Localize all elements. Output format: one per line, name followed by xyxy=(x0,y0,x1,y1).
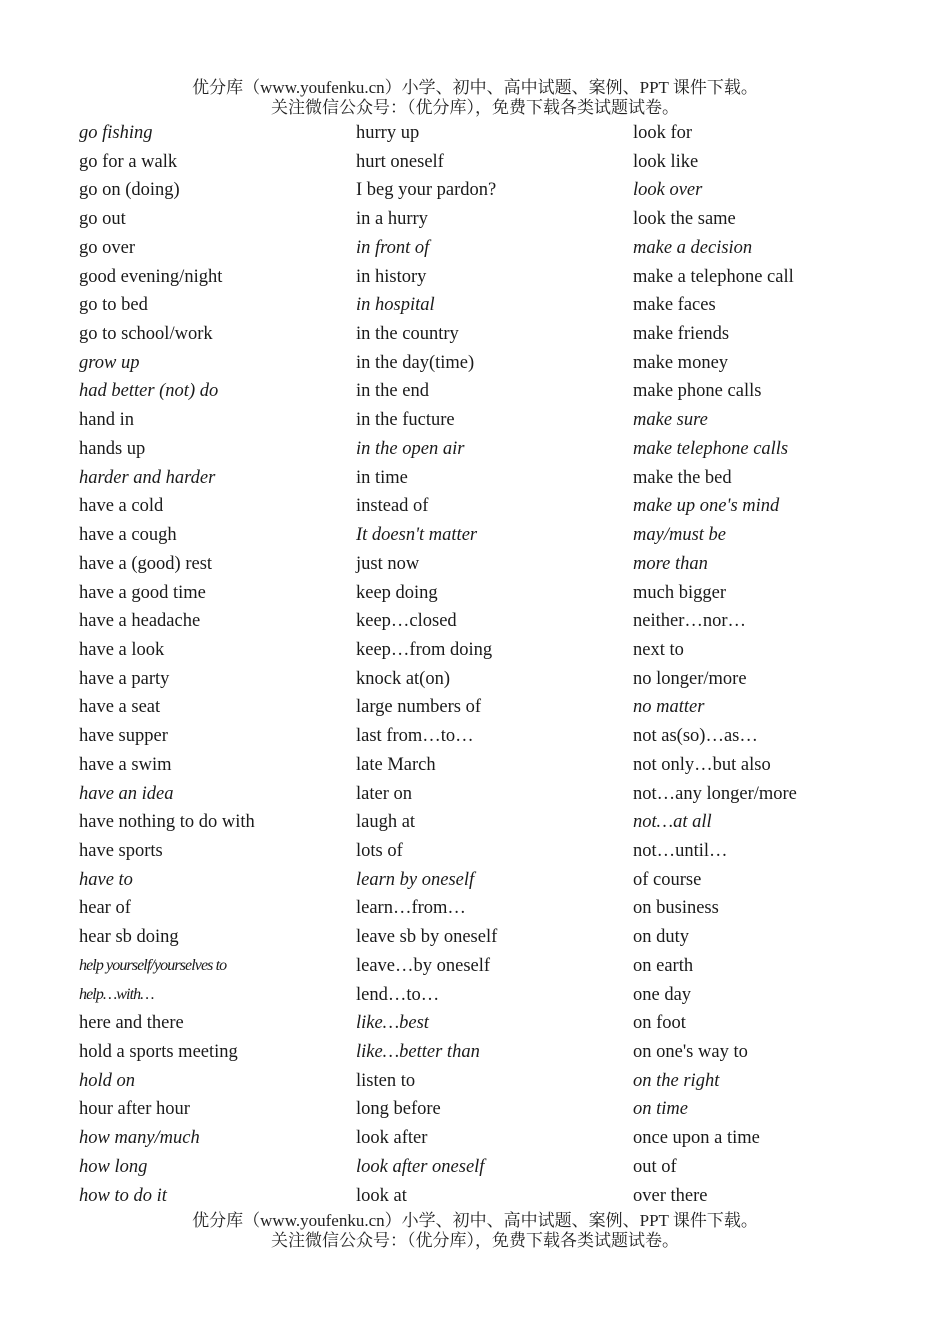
phrase-item: help yourself/yourselves to xyxy=(79,956,227,974)
phrase-item: look the same xyxy=(633,209,736,230)
phrase-item: hand in xyxy=(79,410,134,431)
phrase-item: make phone calls xyxy=(633,381,762,402)
phrase-item: have a good time xyxy=(79,582,206,603)
phrase-item: have a cough xyxy=(79,525,177,546)
phrase-item: in the fucture xyxy=(356,410,455,431)
phrase-item: here and there xyxy=(79,1013,184,1034)
phrase-item: keep…closed xyxy=(356,611,457,632)
phrase-item: like…best xyxy=(356,1013,429,1034)
phrase-item: not as(so)…as… xyxy=(633,726,758,747)
phrase-item: not only…but also xyxy=(633,754,771,775)
phrase-item: on one's way to xyxy=(633,1042,748,1062)
phrase-item: have supper xyxy=(79,726,168,747)
phrase-item: have a look xyxy=(79,639,165,660)
phrase-item: go fishing xyxy=(79,123,153,143)
phrase-item: look at xyxy=(356,1185,407,1206)
phrase-item: how to do it xyxy=(79,1185,167,1206)
phrase-item: listen to xyxy=(356,1070,416,1091)
phrase-item: in the day(time) xyxy=(356,352,475,373)
phrase-item: no matter xyxy=(633,697,705,718)
phrase-item: lend…to… xyxy=(356,984,440,1005)
phrase-item: may/must be xyxy=(633,525,726,546)
phrase-item: make money xyxy=(633,352,729,373)
phrase-item: in history xyxy=(356,266,427,287)
phrase-item: look like xyxy=(633,151,699,172)
phrase-item: make friends xyxy=(633,324,730,345)
phrase-item: in front of xyxy=(356,237,430,258)
footer-line-1: 优分库（www.youfenku.cn）小学、初中、高中试题、案例、PPT 课件下载。 xyxy=(192,1211,758,1230)
phrase-item: in the open air xyxy=(356,438,465,459)
phrase-item: go over xyxy=(79,237,135,258)
phrase-item: knock at(on) xyxy=(356,668,451,689)
header-line-1: 优分库（www.youfenku.cn）小学、初中、高中试题、案例、PPT 课件下载。 xyxy=(192,78,758,97)
phrase-item: make up one's mind xyxy=(633,496,780,517)
phrase-item: go to bed xyxy=(79,295,148,316)
phrase-item: have a cold xyxy=(79,496,164,517)
phrase-item: had better (not) do xyxy=(79,381,219,402)
phrase-item: how long xyxy=(79,1156,148,1177)
phrase-item: learn by oneself xyxy=(356,869,475,890)
phrase-item: look for xyxy=(633,123,693,143)
phrase-item: on the right xyxy=(633,1070,720,1091)
phrase-item: later on xyxy=(356,783,412,804)
phrase-item: neither…nor… xyxy=(633,611,747,632)
phrase-item: It doesn't matter xyxy=(356,525,478,546)
phrase-item: have an idea xyxy=(79,783,174,804)
phrase-item: go to school/work xyxy=(79,324,213,345)
phrase-item: like…better than xyxy=(356,1042,480,1062)
phrase-item: go on (doing) xyxy=(79,180,180,201)
phrase-item: have a (good) rest xyxy=(79,553,213,574)
phrase-item: good evening/night xyxy=(79,266,223,287)
phrase-item: lots of xyxy=(356,840,403,861)
phrase-item: out of xyxy=(633,1156,677,1177)
phrase-column-1 xyxy=(79,119,349,1210)
phrase-item: just now xyxy=(356,553,420,574)
phrase-item: not…until… xyxy=(633,840,728,861)
phrase-item: how many/much xyxy=(79,1128,200,1149)
phrase-item: make a telephone call xyxy=(633,266,794,287)
phrase-item: hear sb doing xyxy=(79,927,179,948)
phrase-item: not…at all xyxy=(633,812,712,833)
phrase-item: once upon a time xyxy=(633,1128,760,1149)
phrase-item: have a seat xyxy=(79,697,161,718)
phrase-item: in hospital xyxy=(356,295,435,316)
phrase-item: large numbers of xyxy=(356,697,482,718)
phrase-item: look after oneself xyxy=(356,1156,485,1177)
phrase-item: late March xyxy=(356,754,436,775)
phrase-item: hear of xyxy=(79,898,131,919)
phrase-column-3 xyxy=(633,119,933,1210)
phrase-item: learn…from… xyxy=(356,898,466,919)
phrase-item: look over xyxy=(633,180,703,201)
phrase-item: leave…by oneself xyxy=(356,955,491,976)
footer-banner xyxy=(0,1211,950,1251)
phrase-item: on business xyxy=(633,898,719,919)
phrase-item: of course xyxy=(633,869,702,890)
phrase-item: in a hurry xyxy=(356,209,428,230)
phrase-item: have to xyxy=(79,869,133,890)
phrase-item: grow up xyxy=(79,352,140,373)
phrase-item: go out xyxy=(79,209,126,230)
phrase-item: have a headache xyxy=(79,611,201,632)
header-line-2: 关注微信公众号：（优分库），免费下载各类试题试卷。 xyxy=(271,98,679,117)
phrase-item: on foot xyxy=(633,1013,686,1034)
phrase-item: keep doing xyxy=(356,582,438,603)
phrase-item: make the bed xyxy=(633,467,732,488)
phrase-item: have nothing to do with xyxy=(79,812,255,833)
phrase-item: I beg your pardon? xyxy=(356,180,497,201)
phrase-item: on time xyxy=(633,1099,688,1120)
phrase-item: leave sb by oneself xyxy=(356,927,498,948)
phrase-item: make a decision xyxy=(633,237,753,258)
phrase-item: not…any longer/more xyxy=(633,783,797,804)
phrase-item: in time xyxy=(356,467,408,488)
phrase-item: in the end xyxy=(356,381,429,402)
phrase-item: much bigger xyxy=(633,582,726,603)
phrase-item: have a swim xyxy=(79,754,172,775)
phrase-item: in the country xyxy=(356,324,459,345)
phrase-item: hands up xyxy=(79,438,146,459)
phrase-item: have sports xyxy=(79,840,163,861)
phrase-item: next to xyxy=(633,639,684,660)
phrase-item: hour after hour xyxy=(79,1099,190,1120)
footer-line-2: 关注微信公众号：（优分库），免费下载各类试题试卷。 xyxy=(271,1231,679,1250)
phrase-item: on earth xyxy=(633,955,694,976)
header-banner xyxy=(0,78,950,118)
phrase-item: long before xyxy=(356,1099,441,1120)
phrase-item: keep…from doing xyxy=(356,639,493,660)
phrase-item: hold a sports meeting xyxy=(79,1042,238,1062)
phrase-item: laugh at xyxy=(356,812,416,833)
phrase-item: hurry up xyxy=(356,123,420,143)
phrase-item: make sure xyxy=(633,410,708,431)
phrase-item: one day xyxy=(633,984,692,1005)
phrase-item: harder and harder xyxy=(79,467,216,488)
phrase-item: hold on xyxy=(79,1070,136,1091)
phrase-item: over there xyxy=(633,1185,708,1206)
phrase-item: instead of xyxy=(356,496,429,517)
phrase-item: have a party xyxy=(79,668,170,689)
phrase-item: go for a walk xyxy=(79,151,178,172)
phrase-item: make telephone calls xyxy=(633,438,789,459)
phrase-item: more than xyxy=(633,553,708,574)
phrase-item: last from…to… xyxy=(356,726,474,747)
phrase-item: look after xyxy=(356,1128,428,1149)
phrase-item: no longer/more xyxy=(633,668,747,689)
phrase-item: on duty xyxy=(633,927,690,948)
phrase-item: make faces xyxy=(633,295,716,316)
phrase-item: help…with… xyxy=(79,985,154,1003)
phrase-column-2 xyxy=(356,119,626,1210)
phrase-item: hurt oneself xyxy=(356,151,444,172)
